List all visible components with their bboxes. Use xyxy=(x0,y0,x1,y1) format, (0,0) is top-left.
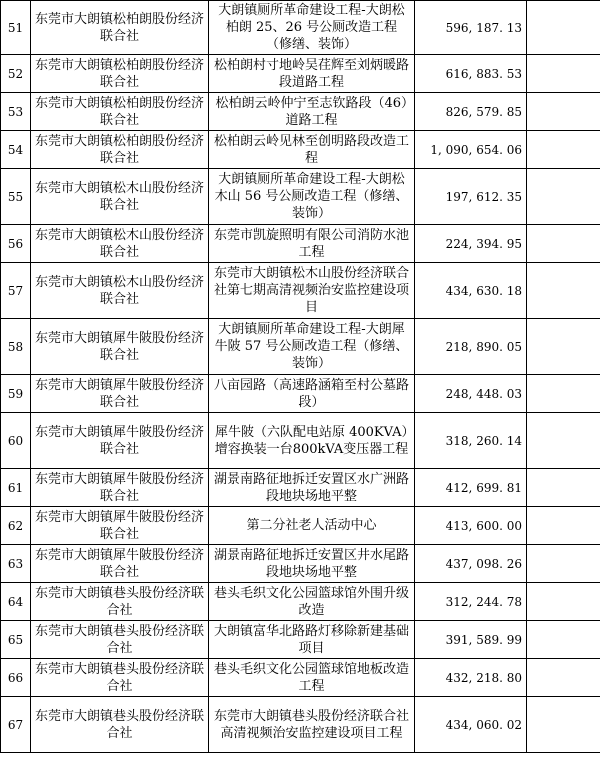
blank-cell xyxy=(527,169,600,225)
blank-cell xyxy=(527,507,600,545)
blank-cell xyxy=(527,319,600,375)
project-name: 东莞市大朗镇巷头股份经济联合社高清视频治安监控建设项目工程 xyxy=(209,697,415,753)
project-name: 东莞市凯旋照明有限公司消防水池工程 xyxy=(209,225,415,263)
blank-cell xyxy=(527,263,600,319)
amount: 412, 699. 81 xyxy=(415,469,527,507)
unit-name: 东莞市大朗镇松柏朗股份经济联合社 xyxy=(31,55,209,93)
project-name: 松柏朗云岭仲宁至志钦路段（46）道路工程 xyxy=(209,93,415,131)
row-number: 55 xyxy=(1,169,31,225)
unit-name: 东莞市大朗镇松柏朗股份经济联合社 xyxy=(31,93,209,131)
amount: 391, 589. 99 xyxy=(415,621,527,659)
amount: 616, 883. 53 xyxy=(415,55,527,93)
unit-name: 东莞市大朗镇犀牛陂股份经济联合社 xyxy=(31,319,209,375)
project-name: 大朗镇厕所革命建设工程-大朗犀牛陂 57 号公厕改造工程（修缮、装饰） xyxy=(209,319,415,375)
unit-name: 东莞市大朗镇犀牛陂股份经济联合社 xyxy=(31,507,209,545)
amount: 413, 600. 00 xyxy=(415,507,527,545)
row-number: 62 xyxy=(1,507,31,545)
table-row xyxy=(1,621,600,659)
project-name: 第二分社老人活动中心 xyxy=(209,507,415,545)
table-row xyxy=(1,545,600,583)
unit-name: 东莞市大朗镇犀牛陂股份经济联合社 xyxy=(31,469,209,507)
unit-name: 东莞市大朗镇松柏朗股份经济联合社 xyxy=(31,131,209,169)
row-number: 58 xyxy=(1,319,31,375)
project-name: 大朗镇厕所革命建设工程-大朗松木山 56 号公厕改造工程（修缮、装饰） xyxy=(209,169,415,225)
blank-cell xyxy=(527,413,600,469)
amount: 434, 060. 02 xyxy=(415,697,527,753)
blank-cell xyxy=(527,225,600,263)
blank-cell xyxy=(527,583,600,621)
amount: 826, 579. 85 xyxy=(415,93,527,131)
blank-cell xyxy=(527,659,600,697)
unit-name: 东莞市大朗镇巷头股份经济联合社 xyxy=(31,697,209,753)
table-row xyxy=(1,169,600,225)
unit-name: 东莞市大朗镇松木山股份经济联合社 xyxy=(31,263,209,319)
row-number: 51 xyxy=(1,1,31,55)
row-number: 64 xyxy=(1,583,31,621)
row-number: 67 xyxy=(1,697,31,753)
amount: 434, 630. 18 xyxy=(415,263,527,319)
amount: 318, 260. 14 xyxy=(415,413,527,469)
project-name: 大朗镇富华北路路灯移除新建基础项目 xyxy=(209,621,415,659)
table-row xyxy=(1,659,600,697)
table-row xyxy=(1,225,600,263)
table-row xyxy=(1,469,600,507)
amount: 312, 244. 78 xyxy=(415,583,527,621)
row-number: 61 xyxy=(1,469,31,507)
row-number: 66 xyxy=(1,659,31,697)
blank-cell xyxy=(527,621,600,659)
blank-cell xyxy=(527,131,600,169)
unit-name: 东莞市大朗镇犀牛陂股份经济联合社 xyxy=(31,545,209,583)
amount: 437, 098. 26 xyxy=(415,545,527,583)
unit-name: 东莞市大朗镇巷头股份经济联合社 xyxy=(31,621,209,659)
project-name: 巷头毛织文化公园篮球馆地板改造工程 xyxy=(209,659,415,697)
blank-cell xyxy=(527,375,600,413)
table-row xyxy=(1,93,600,131)
project-name: 犀牛陂（六队配电站原 400KVA）增容换装一台800kVA变压器工程 xyxy=(209,413,415,469)
row-number: 65 xyxy=(1,621,31,659)
unit-name: 东莞市大朗镇松木山股份经济联合社 xyxy=(31,225,209,263)
table-row xyxy=(1,55,600,93)
project-name: 巷头毛织文化公园篮球馆外围升级改造 xyxy=(209,583,415,621)
table-row xyxy=(1,507,600,545)
unit-name: 东莞市大朗镇犀牛陂股份经济联合社 xyxy=(31,413,209,469)
table-row xyxy=(1,413,600,469)
blank-cell xyxy=(527,469,600,507)
amount: 218, 890. 05 xyxy=(415,319,527,375)
table-row xyxy=(1,319,600,375)
unit-name: 东莞市大朗镇巷头股份经济联合社 xyxy=(31,659,209,697)
table-row xyxy=(1,583,600,621)
project-name: 东莞市大朗镇松木山股份经济联合社第七期高清视频治安监控建设项目 xyxy=(209,263,415,319)
project-name: 大朗镇厕所革命建设工程-大朗松柏朗 25、26 号公厕改造工程（修缮、装饰） xyxy=(209,1,415,55)
amount: 432, 218. 80 xyxy=(415,659,527,697)
unit-name: 东莞市大朗镇犀牛陂股份经济联合社 xyxy=(31,375,209,413)
project-name: 松柏朗村寸地岭吴荏辉至刘炳暖路段道路工程 xyxy=(209,55,415,93)
blank-cell xyxy=(527,545,600,583)
project-name: 八亩园路（高速路涵箱至村公墓路段） xyxy=(209,375,415,413)
row-number: 52 xyxy=(1,55,31,93)
amount: 224, 394. 95 xyxy=(415,225,527,263)
table-row xyxy=(1,375,600,413)
table-body xyxy=(1,1,600,753)
unit-name: 东莞市大朗镇松木山股份经济联合社 xyxy=(31,169,209,225)
row-number: 57 xyxy=(1,263,31,319)
project-name: 松柏朗云岭见林至创明路段改造工程 xyxy=(209,131,415,169)
unit-name: 东莞市大朗镇松柏朗股份经济联合社 xyxy=(31,1,209,55)
blank-cell xyxy=(527,697,600,753)
project-name: 湖景南路征地拆迁安置区井水尾路段地块场地平整 xyxy=(209,545,415,583)
table-row xyxy=(1,697,600,753)
amount: 197, 612. 35 xyxy=(415,169,527,225)
blank-cell xyxy=(527,1,600,55)
row-number: 63 xyxy=(1,545,31,583)
blank-cell xyxy=(527,93,600,131)
row-number: 56 xyxy=(1,225,31,263)
row-number: 53 xyxy=(1,93,31,131)
amount: 596, 187. 13 xyxy=(415,1,527,55)
table-row xyxy=(1,263,600,319)
row-number: 60 xyxy=(1,413,31,469)
blank-cell xyxy=(527,55,600,93)
row-number: 54 xyxy=(1,131,31,169)
unit-name: 东莞市大朗镇巷头股份经济联合社 xyxy=(31,583,209,621)
table-row xyxy=(1,1,600,55)
amount: 248, 448. 03 xyxy=(415,375,527,413)
project-name: 湖景南路征地拆迁安置区水广洲路段地块场地平整 xyxy=(209,469,415,507)
amount: 1, 090, 654. 06 xyxy=(415,131,527,169)
table-row xyxy=(1,131,600,169)
row-number: 59 xyxy=(1,375,31,413)
